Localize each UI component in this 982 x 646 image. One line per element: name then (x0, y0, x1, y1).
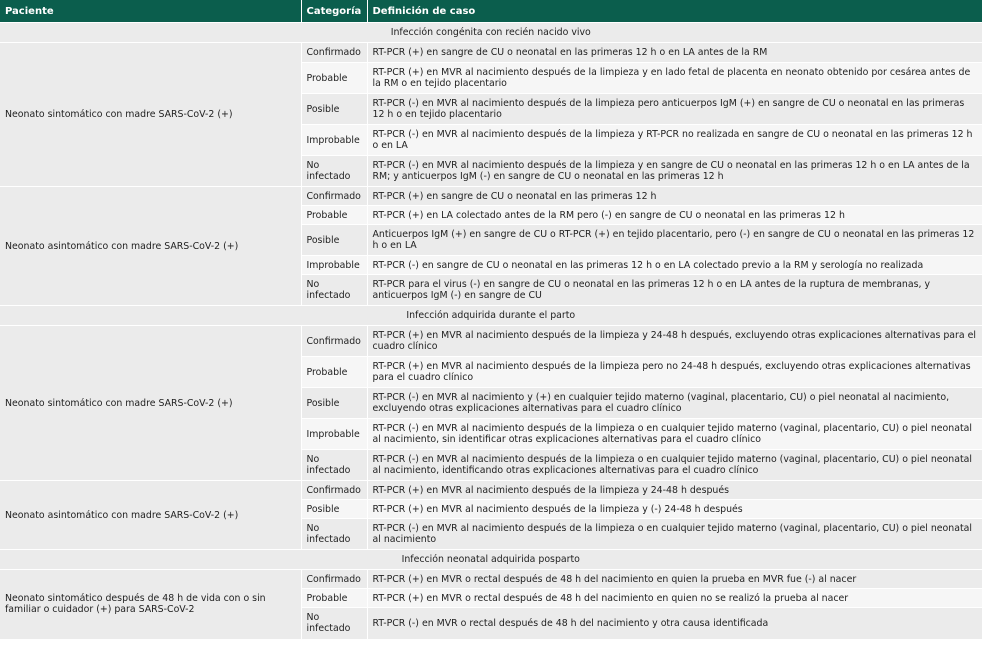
category-cell: Confirmado (301, 43, 367, 63)
definition-cell: RT-PCR (+) en sangre de CU o neonatal en las primeras 12 h o en LA antes de la RM (367, 43, 982, 63)
patient-cell: Neonato sintomático con madre SARS-CoV-2 (+) (0, 326, 301, 481)
section-row (0, 23, 982, 43)
header-paciente: Paciente (0, 0, 301, 23)
category-cell: Probable (301, 206, 367, 225)
category-cell: Probable (301, 589, 367, 608)
category-cell: Posible (301, 500, 367, 519)
table-row (0, 187, 982, 206)
definition-cell: RT-PCR (+) en sangre de CU o neonatal en las primeras 12 h (367, 187, 982, 206)
definition-cell: RT-PCR (-) en sangre de CU o neonatal en las primeras 12 h o en LA colectado previo a la RM y serología no realizada (367, 256, 982, 275)
category-cell: Confirmado (301, 570, 367, 589)
category-cell: Posible (301, 225, 367, 256)
section-row (0, 550, 982, 570)
table-row (0, 481, 982, 500)
definition-cell: RT-PCR (+) en LA colectado antes de la RM pero (-) en sangre de CU o neonatal en las primeras 12 h (367, 206, 982, 225)
definition-cell: RT-PCR (-) en MVR al nacimiento después de la limpieza pero anticuerpos IgM (+) en sangre de CU o neonatal en las primeras 12 h o en tejido placentario (367, 94, 982, 125)
category-cell: Improbable (301, 125, 367, 156)
table-body (0, 23, 982, 639)
header-definicion: Definición de caso (367, 0, 982, 23)
header-row (0, 0, 982, 23)
category-cell: Improbable (301, 419, 367, 450)
category-cell: No infectado (301, 450, 367, 481)
definition-cell: Anticuerpos IgM (+) en sangre de CU o RT-PCR (+) en tejido placentario, pero (-) en sangre de CU o neonatal en las primeras 12 h o en LA (367, 225, 982, 256)
section-title: Infección neonatal adquirida posparto (0, 550, 982, 570)
definition-cell: RT-PCR (+) en MVR al nacimiento después de la limpieza y en lado fetal de placenta en neonato obtenido por cesárea antes de la RM o en tejido placentario (367, 63, 982, 94)
category-cell: No infectado (301, 519, 367, 550)
definition-cell: RT-PCR (-) en MVR al nacimiento y (+) en cualquier tejido materno (vaginal, placentario, CU) o piel neonatal al nacimiento, excluyendo otras explicaciones alternativas para el cuadro clínico (367, 388, 982, 419)
category-cell: No infectado (301, 608, 367, 639)
patient-cell: Neonato asintomático con madre SARS-CoV-2 (+) (0, 481, 301, 550)
definition-cell: RT-PCR (+) en MVR al nacimiento después de la limpieza y 24-48 h después (367, 481, 982, 500)
table-row (0, 570, 982, 589)
table-row (0, 326, 982, 357)
definition-cell: RT-PCR (-) en MVR al nacimiento después de la limpieza o en cualquier tejido materno (vaginal, placentario, CU) o piel neonatal al nacimiento (367, 519, 982, 550)
patient-cell: Neonato asintomático con madre SARS-CoV-2 (+) (0, 187, 301, 306)
section-row (0, 306, 982, 326)
category-cell: No infectado (301, 275, 367, 306)
category-cell: Probable (301, 357, 367, 388)
category-cell: Probable (301, 63, 367, 94)
definition-cell: RT-PCR (+) en MVR o rectal después de 48 h del nacimiento en quien no se realizó la prueba al nacer (367, 589, 982, 608)
category-cell: Improbable (301, 256, 367, 275)
patient-cell: Neonato sintomático después de 48 h de vida con o sin familiar o cuidador (+) para SARS-CoV-2 (0, 570, 301, 639)
definition-cell: RT-PCR (-) en MVR al nacimiento después de la limpieza y RT-PCR no realizada en sangre de CU o neonatal en las primeras 12 h o en LA (367, 125, 982, 156)
definition-cell: RT-PCR (-) en MVR o rectal después de 48 h del nacimiento y otra causa identificada (367, 608, 982, 639)
patient-cell: Neonato sintomático con madre SARS-CoV-2 (+) (0, 43, 301, 187)
table-row (0, 43, 982, 63)
definition-cell: RT-PCR (-) en MVR al nacimiento después de la limpieza o en cualquier tejido materno (vaginal, placentario, CU) o piel neonatal al nacimiento, identificando otras explicaciones alternativas para el cuadro clínico (367, 450, 982, 481)
definition-cell: RT-PCR (-) en MVR al nacimiento después de la limpieza o en cualquier tejido materno (vaginal, placentario, CU) o piel neonatal al nacimiento, sin identificar otras explicaciones alternativas para el cuadro clínico (367, 419, 982, 450)
definition-cell: RT-PCR (+) en MVR al nacimiento después de la limpieza y (-) 24-48 h después (367, 500, 982, 519)
section-title: Infección congénita con recién nacido vivo (0, 23, 982, 43)
section-title: Infección adquirida durante el parto (0, 306, 982, 326)
category-cell: No infectado (301, 156, 367, 187)
definition-cell: RT-PCR (+) en MVR al nacimiento después de la limpieza y 24-48 h después, excluyendo otras explicaciones alternativas para el cuadro clínico (367, 326, 982, 357)
definition-cell: RT-PCR (+) en MVR al nacimiento después de la limpieza pero no 24-48 h después, excluyendo otras explicaciones alternativas para el cuadro clínico (367, 357, 982, 388)
header-categoria: Categoría (301, 0, 367, 23)
category-cell: Confirmado (301, 326, 367, 357)
category-cell: Confirmado (301, 481, 367, 500)
category-cell: Posible (301, 388, 367, 419)
category-cell: Confirmado (301, 187, 367, 206)
category-cell: Posible (301, 94, 367, 125)
definition-cell: RT-PCR para el virus (-) en sangre de CU o neonatal en las primeras 12 h o en LA antes de la ruptura de membranas, y anticuerpos IgM (-) en sangre de CU (367, 275, 982, 306)
definition-cell: RT-PCR (+) en MVR o rectal después de 48 h del nacimiento en quien la prueba en MVR fue (-) al nacer (367, 570, 982, 589)
definition-cell: RT-PCR (-) en MVR al nacimiento después de la limpieza y en sangre de CU o neonatal en las primeras 12 h o en LA antes de la RM; y anticuerpos IgM (-) en sangre de CU o neonatal en las primeras 12 h (367, 156, 982, 187)
